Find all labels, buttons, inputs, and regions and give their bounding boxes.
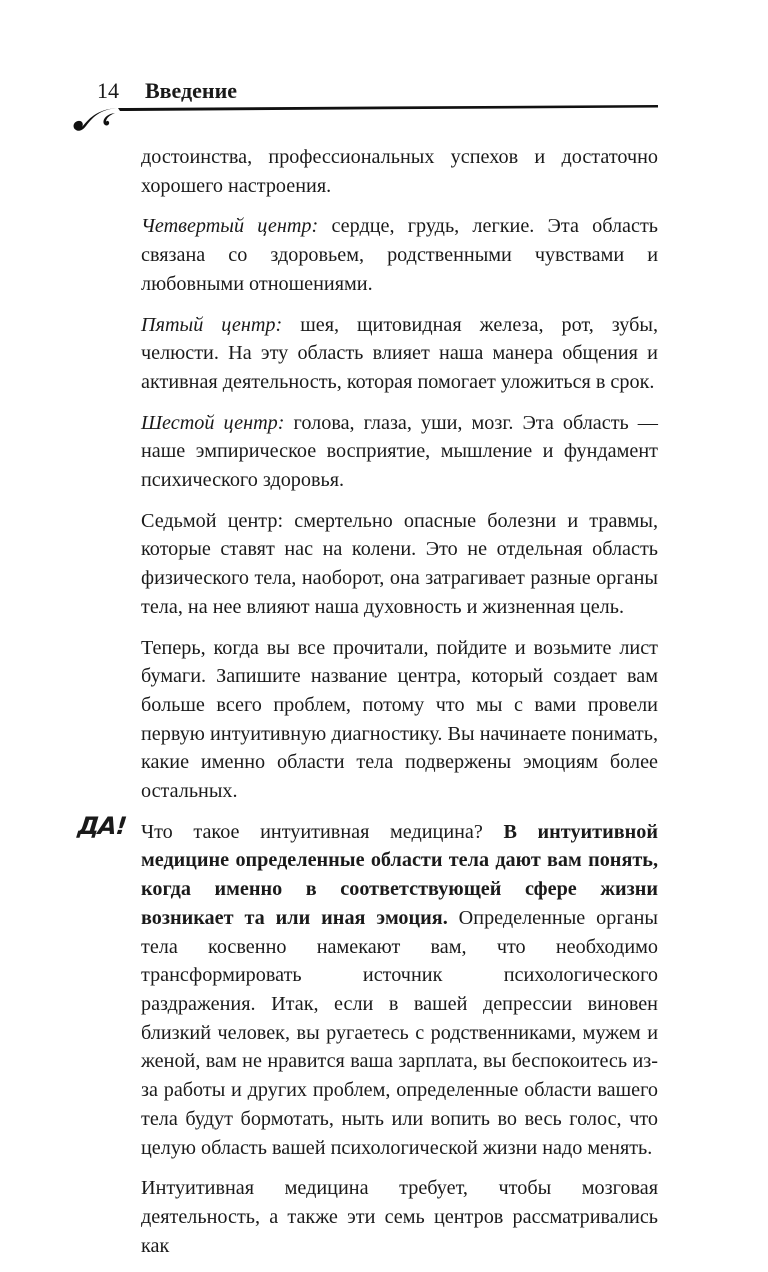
paragraph: Теперь, когда вы все прочитали, пойдите и возьмите лист бумаги. Запишите название центра, который создает вам больше всего проблем, потому что мы с вами провели первую интуитивную диагностику. Вы начинаете понимать, какие именно области тела подвержены эмоциям более остальных. — [141, 636, 658, 803]
italic-term: Четвертый центр: — [141, 215, 319, 238]
paragraph: Четвертый центр: сердце, грудь, легкие. Эта область связана со здоровьем, родственными чувствами и любовными отношениями. — [141, 215, 659, 295]
chapter-title: Введение — [145, 78, 238, 103]
paragraph: Седьмой центр: смертельно опасные болезни и травмы, которые ставят нас на колени. Это не отдельная область физического тела, наоборот, она затрагивает разные органы тела, на нее влияют наша духовность и жизненная цель. — [141, 509, 658, 618]
paragraph: Что такое интуитивная медицина? В интуитивной медицине определенные области тела дают вам понять, когда именно в соответствующей сфере жизни возникает та или иная эмоция. Определенные органы тела косвенно намекают вам, что необходимо трансформировать источник психологического раздражения. Итак, если в вашей депрессии виновен близкий человек, вы ругаетесь с родственниками, мужем и женой, вам не нравится ваша зарплата, вы беспокоитесь из-за работы и других проблем, определенные области вашего тела будут бормотать, ныть или вопить во весь голос, что целую область вашей психологической жизни надо менять. — [141, 820, 658, 1159]
italic-term: Шестой центр: — [141, 411, 285, 434]
flourish-icon — [70, 100, 660, 140]
bold-statement: В интуитивной медицине определенные области тела дают вам понять, когда именно в соответствующей сфере жизни возникает та или иная эмоция. — [141, 820, 658, 929]
body-text — [141, 143, 658, 1272]
margin-note-da: ДА! — [76, 812, 128, 840]
paragraph: Интуитивная медицина требует, чтобы мозговая деятельность, а также эти семь центров рассматривались как — [141, 1177, 658, 1257]
paragraph: Пятый центр: шея, щитовидная железа, рот, зубы, челюсти. На эту область влияет наша манера общения и активная деятельность, которая помогает уложиться в срок. — [141, 313, 658, 393]
page-number: 14 — [97, 78, 119, 103]
italic-term: Пятый центр: — [141, 313, 283, 336]
paragraph: Шестой центр: голова, глаза, уши, мозг. Эта область — наше эмпирическое восприятие, мышление и фундамент психического здоровья. — [141, 411, 658, 492]
paragraph: достоинства, профессиональных успехов и достаточно хорошего настроения. — [141, 146, 658, 197]
header-ornament-rule — [70, 100, 660, 140]
